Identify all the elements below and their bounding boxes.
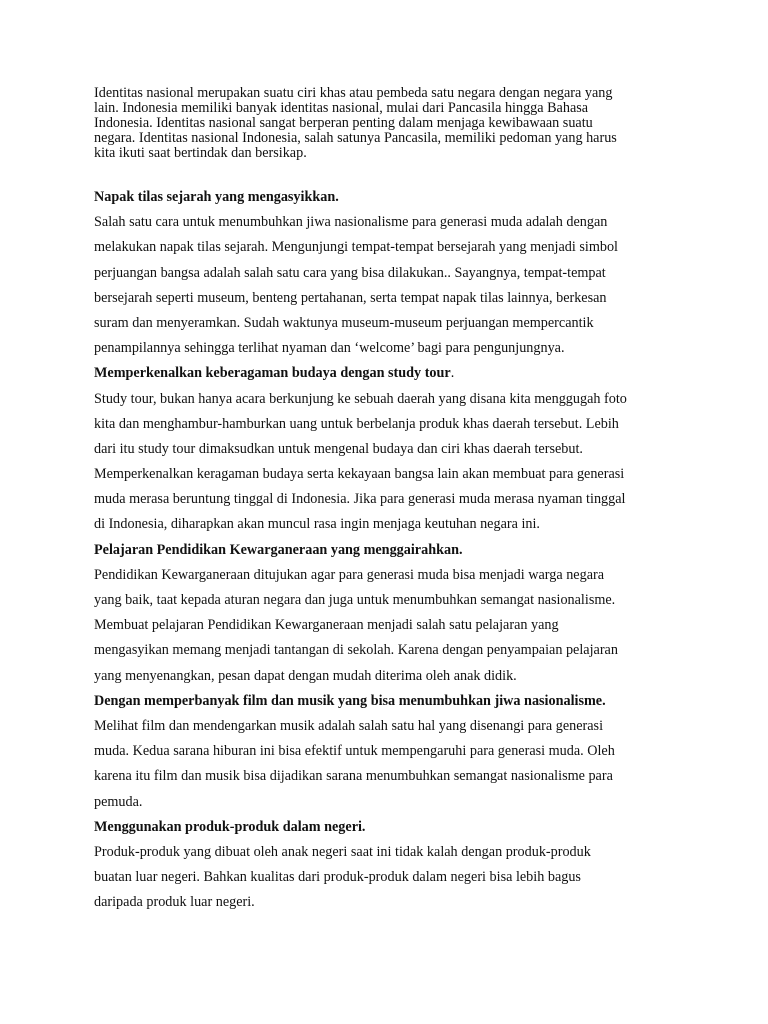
section-pendidikan-kewarganegaraan bbox=[94, 538, 714, 689]
section-heading-text: Memperkenalkan keberagaman budaya dengan study tour bbox=[94, 365, 451, 382]
body-line: melakukan napak tilas sejarah. Mengunjungi tempat-tempat bersejarah yang menjadi simbol bbox=[94, 239, 618, 256]
body-line: Melihat film dan mendengarkan musik adalah salah satu hal yang disenangi para generasi bbox=[94, 717, 604, 734]
body-line: yang menyenangkan, pesan dapat dengan mudah diterima oleh anak didik. bbox=[94, 667, 517, 684]
intro-line: lain. Indonesia memiliki banyak identitas nasional, mulai dari Pancasila hingga Bahasa bbox=[94, 99, 589, 116]
intro-line: Identitas nasional merupakan suatu ciri khas atau pembeda satu negara dengan negara yang bbox=[94, 85, 613, 101]
body-line: penampilannya sehingga terlihat nyaman dan ‘welcome’ bagi para pengunjungnya. bbox=[94, 340, 565, 357]
body-line: Membuat pelajaran Pendidikan Kewarganeraan menjadi salah satu pelajaran yang bbox=[94, 617, 559, 634]
section-body bbox=[94, 210, 714, 361]
body-line: dari itu study tour dimaksudkan untuk mengenal budaya dan ciri khas daerah tersebut. bbox=[94, 440, 583, 457]
section-heading-text: Pelajaran Pendidikan Kewarganeraan yang menggairahkan. bbox=[94, 541, 463, 558]
body-line: yang baik, taat kepada aturan negara dan juga untuk menumbuhkan semangat nasionalisme. bbox=[94, 592, 616, 608]
section-heading-text: Dengan memperbanyak film dan musik yang bisa menumbuhkan jiwa nasionalisme. bbox=[94, 692, 606, 709]
body-line: muda merasa beruntung tinggal di Indonesia. Jika para generasi muda merasa nyaman tinggal bbox=[94, 491, 626, 508]
body-line: Produk-produk yang dibuat oleh anak negeri saat ini tidak kalah dengan produk-produk bbox=[94, 843, 591, 860]
section-heading-text: Napak tilas sejarah yang mengasyikkan. bbox=[94, 189, 339, 205]
sections bbox=[94, 185, 714, 915]
body-line: suram dan menyeramkan. Sudah waktunya museum-museum perjuangan mempercantik bbox=[94, 314, 594, 331]
intro-line: kita ikuti saat bertindak dan bersikap. bbox=[94, 144, 307, 161]
section-heading-suffix: . bbox=[450, 365, 455, 382]
body-line: karena itu film dan musik bisa dijadikan sarana menumbuhkan semangat nasionalisme para bbox=[94, 768, 613, 785]
section-film-musik bbox=[94, 689, 714, 815]
section-heading bbox=[94, 185, 714, 210]
section-body bbox=[94, 563, 714, 689]
body-line: kita dan menghambur-hamburkan uang untuk berbelanja produk khas daerah tersebut. Lebih bbox=[94, 415, 619, 432]
body-line: Salah satu cara untuk menumbuhkan jiwa nasionalisme para generasi muda adalah dengan bbox=[94, 214, 608, 231]
section-heading bbox=[94, 815, 714, 840]
intro-line: negara. Identitas nasional Indonesia, salah satunya Pancasila, memiliki pedoman yang harus bbox=[94, 129, 617, 146]
section-heading bbox=[94, 689, 714, 714]
body-line: pemuda. bbox=[94, 793, 143, 810]
section-produk-dalam-negeri bbox=[94, 815, 714, 916]
body-line: muda. Kedua sarana hiburan ini bisa efektif untuk mempengaruhi para generasi muda. Oleh bbox=[94, 743, 615, 760]
section-body bbox=[94, 840, 714, 916]
section-heading bbox=[94, 361, 714, 386]
body-line: Memperkenalkan keragaman budaya serta kekayaan bangsa lain akan membuat para generasi bbox=[94, 466, 625, 483]
section-study-tour bbox=[94, 361, 714, 537]
body-line: mengasyikan memang menjadi tantangan di sekolah. Karena dengan penyampaian pelajaran bbox=[94, 642, 618, 659]
section-napak-tilas bbox=[94, 185, 714, 361]
body-line: Study tour, bukan hanya acara berkunjung ke sebuah daerah yang disana kita menggugah foto bbox=[94, 390, 627, 407]
body-line: daripada produk luar negeri. bbox=[94, 894, 255, 911]
section-body bbox=[94, 387, 714, 538]
body-line: Pendidikan Kewarganeraan ditujukan agar para generasi muda bisa menjadi warga negara bbox=[94, 566, 605, 583]
section-body bbox=[94, 714, 714, 815]
body-line: buatan luar negeri. Bahkan kualitas dari produk-produk dalam negeri bisa lebih bagus bbox=[94, 869, 581, 886]
body-line: perjuangan bangsa adalah salah satu cara yang bisa dilakukan.. Sayangnya, tempat-tempat bbox=[94, 264, 606, 281]
section-heading-text: Menggunakan produk-produk dalam negeri. bbox=[94, 818, 366, 835]
intro-line: Indonesia. Identitas nasional sangat berperan penting dalam menjaga kewibawaan suatu bbox=[94, 114, 593, 131]
section-heading bbox=[94, 538, 714, 563]
body-line: bersejarah seperti museum, benteng pertahanan, serta tempat napak tilas lainnya, berkesan bbox=[94, 289, 607, 306]
intro-paragraph bbox=[94, 86, 694, 161]
body-line: di Indonesia, diharapkan akan muncul rasa ingin menjaga keutuhan negara ini. bbox=[94, 516, 540, 533]
